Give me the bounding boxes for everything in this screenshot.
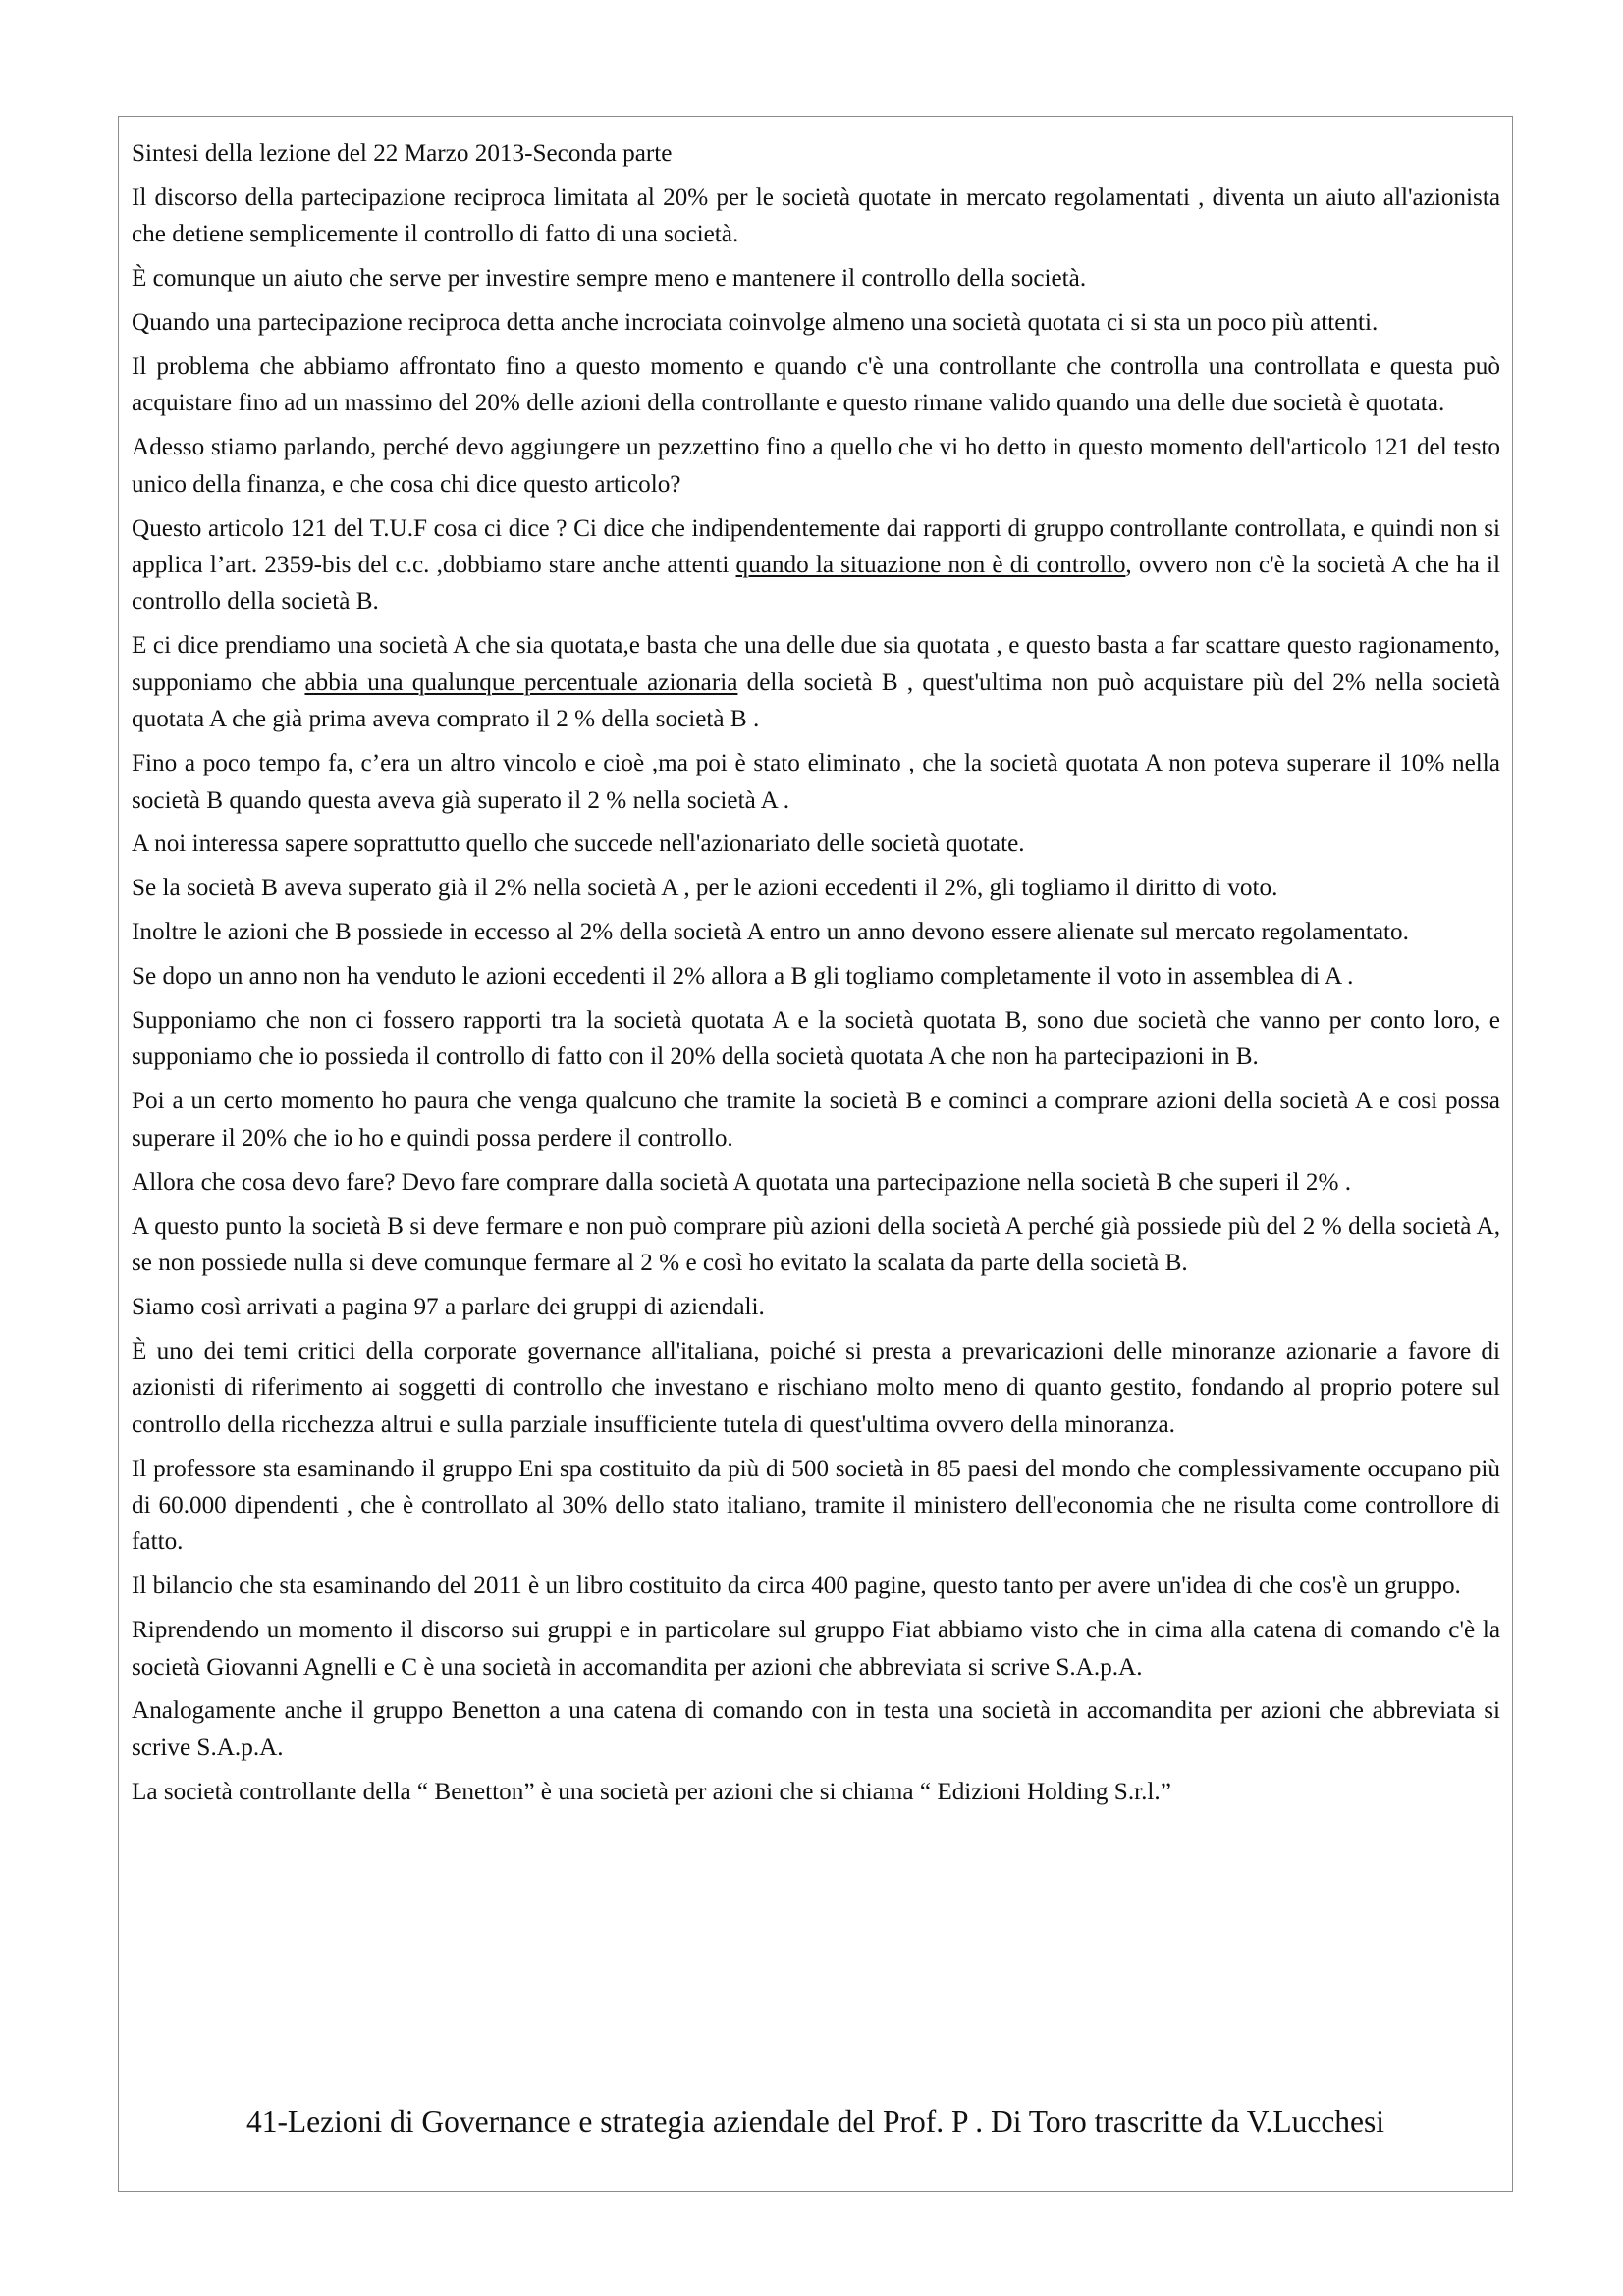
lesson-title: Sintesi della lezione del 22 Marzo 2013-Seconda parte [132, 140, 673, 167]
document-body [132, 135, 1500, 1818]
page-footer: 41-Lezioni di Governance e strategia aziendale del Prof. P . Di Toro trascritte da V.Lucchesi [245, 2105, 1385, 2139]
paragraph: Poi a un certo momento ho paura che venga qualcuno che tramite la società B e cominci a comprare azioni della società A e cosi possa superare il 20% che io ho e quindi possa perdere il controllo. [132, 1088, 1500, 1151]
paragraph: La società controllante della “ Benetton” è una società per azioni che si chiama “ Edizioni Holding S.r.l.” [132, 1778, 1171, 1805]
paragraph: È uno dei temi critici della corporate governance all'italiana, poiché si presta a prevaricazioni delle minoranze azionarie a favore di azionisti di riferimento ai soggetti di controllo che investano e rischiano molto meno di quanto gestito, fondando al proprio potere sul controllo della ricchezza altrui e sulla parziale insufficiente tutela di quest'ultima ovvero della minoranza. [132, 1337, 1500, 1438]
paragraph: A noi interessa sapere soprattutto quello che succede nell'azionariato delle società quotate. [132, 830, 1025, 858]
paragraph: Inoltre le azioni che B possiede in eccesso al 2% della società A entro un anno devono essere alienate sul mercato regolamentato. [132, 919, 1409, 946]
paragraph: Riprendendo un momento il discorso sui gruppi e in particolare sul gruppo Fiat abbiamo visto che in cima alla catena di comando c'è la società Giovanni Agnelli e C è una società in accomandita per azioni che abbreviata si scrive S.A.p.A. [132, 1617, 1500, 1681]
paragraph: Fino a poco tempo fa, c’era un altro vincolo e cioè ,ma poi è stato eliminato , che la società quotata A non poteva superare il 10% nella società B quando questa aveva già superato il 2 % nella società A . [132, 750, 1500, 814]
text-segment: della società B , quest'ultima non può acquistare più del 2% nella società quotata A che già prima aveva comprato il 2 % della società B . [132, 668, 1500, 733]
text-segment: , ovvero non c'è la società A che ha il controllo della società B. [132, 552, 1501, 615]
paragraph: Supponiamo che non ci fossero rapporti tra la società quotata A e la società quotata B, sono due società che vanno per conto loro, e supponiamo che io possieda il controllo di fatto con il 20% della società quotata A che non ha partecipazioni in B. [132, 1007, 1500, 1071]
paragraph: Il bilancio che sta esaminando del 2011 è un libro costituito da circa 400 pagine, questo tanto per avere un'idea di che cos'è un gruppo. [132, 1573, 1461, 1600]
underlined-phrase: quando la situazione non è di controllo [735, 552, 1126, 579]
paragraph: Allora che cosa devo fare? Devo fare comprare dalla società A quotata una partecipazione nella società B che superi il 2% . [132, 1168, 1352, 1196]
text-segment: Questo articolo 121 del T.U.F cosa ci dice ? Ci dice che indipendentemente dai rapporti di gruppo controllante controllata, e quindi non si applica l’art. 2359-bis del c.c. ,dobbiamo stare anche attenti [132, 514, 1500, 579]
paragraph: Quando una partecipazione reciproca detta anche incrociata coinvolge almeno una società quotata ci si sta un poco più attenti. [132, 309, 1379, 337]
paragraph: Il professore sta esaminando il gruppo Eni spa costituito da più di 500 società in 85 paesi del mondo che complessivamente occupano più di 60.000 dipendenti , che è controllato al 30% dello stato italiano, tramite il ministero dell'economia che ne risulta come controllore di fatto. [132, 1455, 1500, 1556]
paragraph: Analogamente anche il gruppo Benetton a una catena di comando con in testa una società in accomandita per azioni che abbreviata si scrive S.A.p.A. [132, 1697, 1500, 1761]
paragraph-art121 [132, 510, 1500, 620]
text-segment: E ci dice prendiamo una società A che sia quotata,e basta che una delle due sia quotata , e questo basta a far scattare questo ragionamento, supponiamo che [132, 632, 1500, 696]
paragraph: Il problema che abbiamo affrontato fino a questo momento e quando c'è una controllante che controlla una controllata e questa può acquistare fino ad un massimo del 20% delle azioni della controllante e questo rimane valido quando una delle due società è quotata. [132, 353, 1500, 417]
underlined-phrase: abbia una qualunque percentuale azionaria [304, 668, 738, 696]
paragraph: Se dopo un anno non ha venduto le azioni eccedenti il 2% allora a B gli togliamo completamente il voto in assemblea di A . [132, 963, 1354, 990]
paragraph: Siamo così arrivati a pagina 97 a parlare dei gruppi di aziendali. [132, 1293, 765, 1320]
paragraph: Se la società B aveva superato già il 2% nella società A , per le azioni eccedenti il 2%, gli togliamo il diritto di voto. [132, 875, 1278, 902]
paragraph-quotata [132, 627, 1500, 737]
paragraph: Il discorso della partecipazione reciproca limitata al 20% per le società quotate in mercato regolamentati , diventa un aiuto all'azionista che detiene semplicemente il controllo di fatto di una società. [132, 184, 1500, 248]
paragraph: È comunque un aiuto che serve per investire sempre meno e mantenere il controllo della società. [132, 265, 1087, 293]
paragraph: Adesso stiamo parlando, perché devo aggiungere un pezzettino fino a quello che vi ho detto in questo momento dell'articolo 121 del testo unico della finanza, e che cosa chi dice questo articolo? [132, 434, 1500, 498]
paragraph: A questo punto la società B si deve fermare e non può comprare più azioni della società A perché già possiede più del 2 % della società A, se non possiede nulla si deve comunque fermare al 2 % e così ho evitato la scalata da parte della società B. [132, 1212, 1500, 1276]
